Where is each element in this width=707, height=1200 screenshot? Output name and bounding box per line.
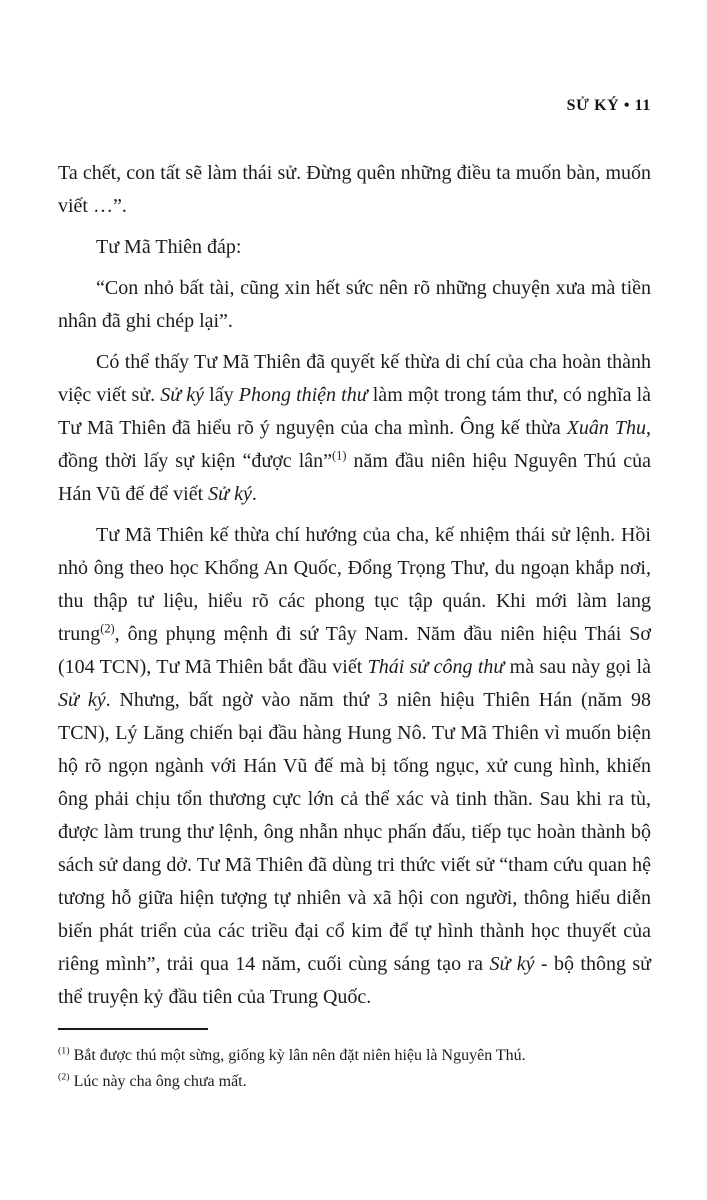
paragraph: Ta chết, con tất sẽ làm thái sử. Đừng quên những điều ta muốn bàn, muốn viết …”.	[58, 162, 651, 217]
header-title: SỬ KÝ • 11	[566, 97, 651, 114]
footnotes	[58, 1028, 651, 1095]
footnote: $^{(2)}$ Lúc này cha ông chưa mất.	[58, 1071, 247, 1090]
paragraph: “Con nhỏ bất tài, cũng xin hết sức nên rõ những chuyện xưa mà tiền nhân đã ghi chép lại”.	[58, 277, 651, 332]
page-body	[58, 157, 651, 1014]
paragraph: Tư Mã Thiên kế thừa chí hướng của cha, kế nhiệm thái sử lệnh. Hồi nhỏ ông theo học Khổng An Quốc, Đổng Trọng Thư, du ngoạn khắp nơi, thu thập tư liệu, hiểu rõ các phong tục tập quán. Khi mới làm lang trung$^{(2)}$, ông phụng mệnh đi sứ Tây Nam. Năm đầu niên hiệu Thái Sơ (104 TCN), Tư Mã Thiên bắt đầu viết Thái sử công thư mà sau này gọi là Sử ký. Nhưng, bất ngờ vào năm thứ 3 niên hiệu Thiên Hán (năm 98 TCN), Lý Lăng chiến bại đầu hàng Hung Nô. Tư Mã Thiên vì muốn biện hộ rõ ngọn ngành với Hán Vũ đế mà bị tống ngục, xử cung hình, khiến ông phải chịu tổn thương cực lớn cả thể xác và tinh thần. Sau khi ra tù, được làm trung thư lệnh, ông nhẫn nhục phấn đấu, tiếp tục hoàn thành bộ sách sử dang dở. Tư Mã Thiên đã dùng tri thức viết sử “tham cứu quan hệ tương hỗ giữa hiện tượng tự nhiên và xã hội con người, thông hiểu diễn biến phát triển của các triều đại cổ kim để tự hình thành học thuyết của riêng mình”, trải qua 14 năm, cuối cùng sáng tạo ra Sử ký - bộ thông sử thể truyện kỷ đầu tiên của Trung Quốc.	[58, 524, 651, 1008]
paragraph: Có thể thấy Tư Mã Thiên đã quyết kế thừa di chí của cha hoàn thành việc viết sử. Sử ký lấy Phong thiện thư làm một trong tám thư, có nghĩa là Tư Mã Thiên đã hiểu rõ ý nguyện của cha mình. Ông kế thừa Xuân Thu, đồng thời lấy sự kiện “được lân”$^{(1)}$ năm đầu niên hiệu Nguyên Thú của Hán Vũ đế để viết Sử ký.	[58, 351, 652, 505]
footnote: $^{(1)}$ Bắt được thú một sừng, giống kỳ lân nên đặt niên hiệu là Nguyên Thú.	[58, 1045, 526, 1064]
running-header	[58, 97, 651, 115]
footnote-separator	[58, 1028, 208, 1030]
paragraph: Tư Mã Thiên đáp:	[96, 236, 242, 258]
